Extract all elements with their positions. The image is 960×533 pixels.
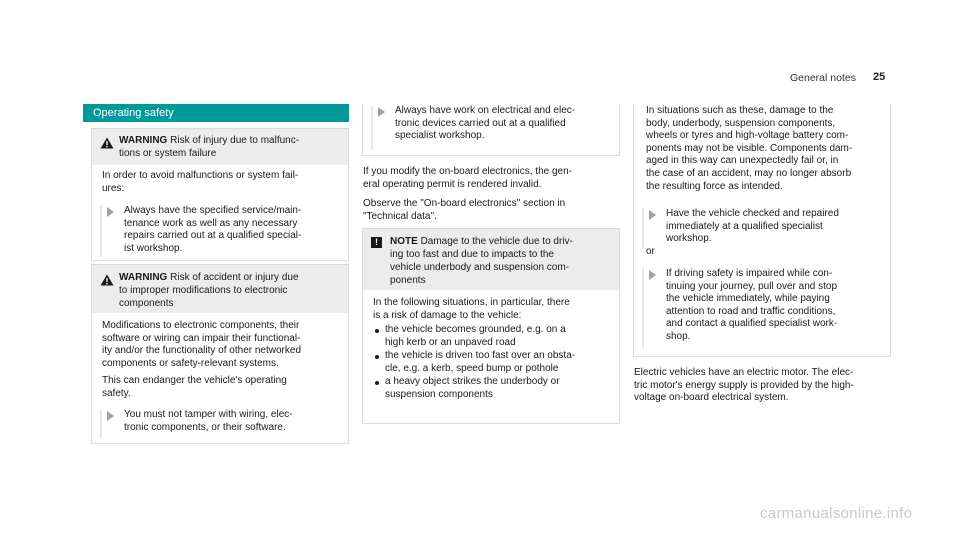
step-bar bbox=[371, 106, 373, 150]
step-arrow-icon bbox=[378, 107, 385, 117]
step-bar bbox=[642, 208, 644, 248]
instruction-step bbox=[124, 205, 301, 255]
text-line: Modifications to electronic components, their bbox=[102, 320, 300, 331]
text-line: the vehicle is driven too fast over an obsta- bbox=[385, 350, 576, 361]
step-bar bbox=[100, 409, 102, 439]
text-line: the vehicle immediately, while paying bbox=[666, 293, 830, 305]
or-label: or bbox=[646, 246, 655, 257]
text-line: If you modify the on-board electronics, the gen- bbox=[363, 166, 573, 177]
text-line: wheels or tyres and high-voltage battery com- bbox=[646, 130, 849, 142]
text-line: tronic components, or their software. bbox=[124, 421, 286, 433]
list-item bbox=[385, 376, 560, 401]
text-line: the vehicle becomes grounded, e.g. on a bbox=[385, 324, 566, 335]
text-line: components or safety-relevant systems. bbox=[102, 357, 279, 369]
text-line: shop. bbox=[666, 330, 691, 342]
text-line: ity and/or the functionality of other networked bbox=[102, 345, 302, 357]
text-line: Always have the specified service/main- bbox=[124, 205, 302, 216]
step-bar bbox=[642, 268, 644, 348]
text-line: Always have work on electrical and elec- bbox=[395, 105, 576, 116]
bullet-icon bbox=[375, 381, 379, 385]
warning-text-line: Risk of injury due to malfunc- bbox=[170, 135, 300, 146]
text-line: voltage on-board electrical system. bbox=[634, 392, 789, 404]
text-line: aged in this way can unexpectedly fail or, in bbox=[646, 155, 839, 167]
text-line: workshop. bbox=[666, 233, 712, 245]
text-line: specialist workshop. bbox=[395, 130, 485, 142]
instruction-step bbox=[666, 208, 839, 246]
paragraph-modification bbox=[363, 166, 572, 191]
instruction-step bbox=[666, 268, 837, 344]
text-line: is a risk of damage to the vehicle: bbox=[373, 309, 522, 321]
text-line: suspension components bbox=[385, 388, 493, 400]
note-body bbox=[373, 297, 570, 322]
text-line: Electric vehicles have an electric motor. The elec- bbox=[634, 367, 854, 378]
text-line: cle, e.g. a kerb, speed bump or pothole bbox=[385, 362, 559, 374]
warning-text-line: components bbox=[119, 298, 174, 309]
warning-label: WARNING bbox=[119, 135, 168, 146]
text-line: ponents may not be visible. Components dam- bbox=[646, 142, 853, 154]
warning-text-line: to improper modifications to electronic bbox=[119, 285, 288, 296]
warning-header bbox=[92, 265, 348, 313]
warning-text-line: Risk of accident or injury due bbox=[170, 272, 299, 283]
text-line: software or wiring can impair their functional- bbox=[102, 332, 301, 344]
text-line: In the following situations, in particular, there bbox=[373, 297, 570, 308]
text-line: tinuing your journey, pull over and stop bbox=[666, 280, 838, 292]
warning-box-modifications bbox=[91, 264, 349, 444]
text-line: Have the vehicle checked and repaired bbox=[666, 208, 839, 219]
warning-body bbox=[102, 320, 301, 401]
text-line: If driving safety is impaired while con- bbox=[666, 268, 833, 279]
step-arrow-icon bbox=[107, 207, 114, 217]
text-line: In order to avoid malfunctions or system fail- bbox=[102, 170, 299, 181]
paragraph-electric-vehicles bbox=[634, 367, 854, 405]
text-line: repairs carried out at a qualified special- bbox=[124, 230, 302, 242]
text-line: You must not tamper with wiring, elec- bbox=[124, 409, 293, 420]
note-box-damage bbox=[362, 228, 620, 424]
step-arrow-icon bbox=[649, 210, 656, 220]
paragraph-observe bbox=[363, 198, 565, 223]
bullet-icon bbox=[375, 355, 379, 359]
note-text-line: ponents bbox=[390, 275, 426, 286]
step-arrow-icon bbox=[107, 411, 114, 421]
instruction-step bbox=[124, 409, 293, 434]
text-line: tenance work as well as any necessary bbox=[124, 217, 298, 229]
text-line: immediately at a qualified specialist bbox=[666, 220, 823, 232]
text-line: In situations such as these, damage to the bbox=[646, 105, 834, 116]
text-line: This can endanger the vehicle's operating bbox=[102, 375, 287, 387]
warning-label: WARNING bbox=[119, 272, 168, 283]
exclamation-icon: ! bbox=[371, 237, 382, 248]
text-line: tronic devices carried out at a qualified bbox=[395, 117, 566, 129]
watermark: carmanualsonline.info bbox=[760, 505, 913, 522]
text-line: Observe the "On-board electronics" section in bbox=[363, 198, 566, 209]
warning-triangle-icon bbox=[100, 274, 114, 286]
warning-body bbox=[102, 170, 298, 195]
step-bar bbox=[100, 205, 102, 257]
text-line: and contact a qualified specialist work- bbox=[666, 318, 838, 330]
text-line: ist workshop. bbox=[124, 242, 183, 254]
page-number: 25 bbox=[873, 71, 886, 83]
note-header bbox=[363, 229, 619, 290]
note-body bbox=[646, 105, 852, 193]
note-label: NOTE bbox=[390, 236, 418, 247]
note-text-line: vehicle underbody and suspension com- bbox=[390, 262, 569, 273]
step-box-top bbox=[362, 104, 620, 156]
text-line: eral operating permit is rendered invalid. bbox=[363, 178, 542, 190]
warning-header bbox=[92, 129, 348, 165]
text-line: high kerb or an unpaved road bbox=[385, 336, 516, 348]
warning-box-malfunctions bbox=[91, 128, 349, 261]
text-line: safety. bbox=[102, 387, 131, 399]
text-line: ures: bbox=[102, 182, 125, 194]
step-arrow-icon bbox=[649, 270, 656, 280]
text-line: attention to road and traffic conditions, bbox=[666, 305, 836, 317]
header-section-title: General notes bbox=[790, 72, 856, 84]
warning-triangle-icon bbox=[100, 137, 114, 149]
text-line: "Technical data". bbox=[363, 210, 437, 222]
bullet-icon bbox=[375, 329, 379, 333]
text-line: the resulting force as intended. bbox=[646, 180, 783, 192]
note-text-line: ing too fast and due to impacts to the bbox=[390, 249, 554, 260]
note-box-continued bbox=[633, 104, 891, 357]
list-item bbox=[385, 350, 575, 375]
list-item bbox=[385, 324, 566, 349]
note-text-line: Damage to the vehicle due to driv- bbox=[420, 236, 573, 247]
text-line: body, underbody, suspension components, bbox=[646, 117, 836, 129]
instruction-step bbox=[395, 105, 575, 143]
text-line: the case of an accident, may no longer absorb bbox=[646, 167, 852, 179]
section-heading: Operating safety bbox=[83, 104, 349, 122]
text-line: a heavy object strikes the underbody or bbox=[385, 376, 560, 387]
warning-text-line: tions or system failure bbox=[119, 148, 217, 159]
text-line: tric motor's energy supply is provided by the high- bbox=[634, 379, 854, 391]
